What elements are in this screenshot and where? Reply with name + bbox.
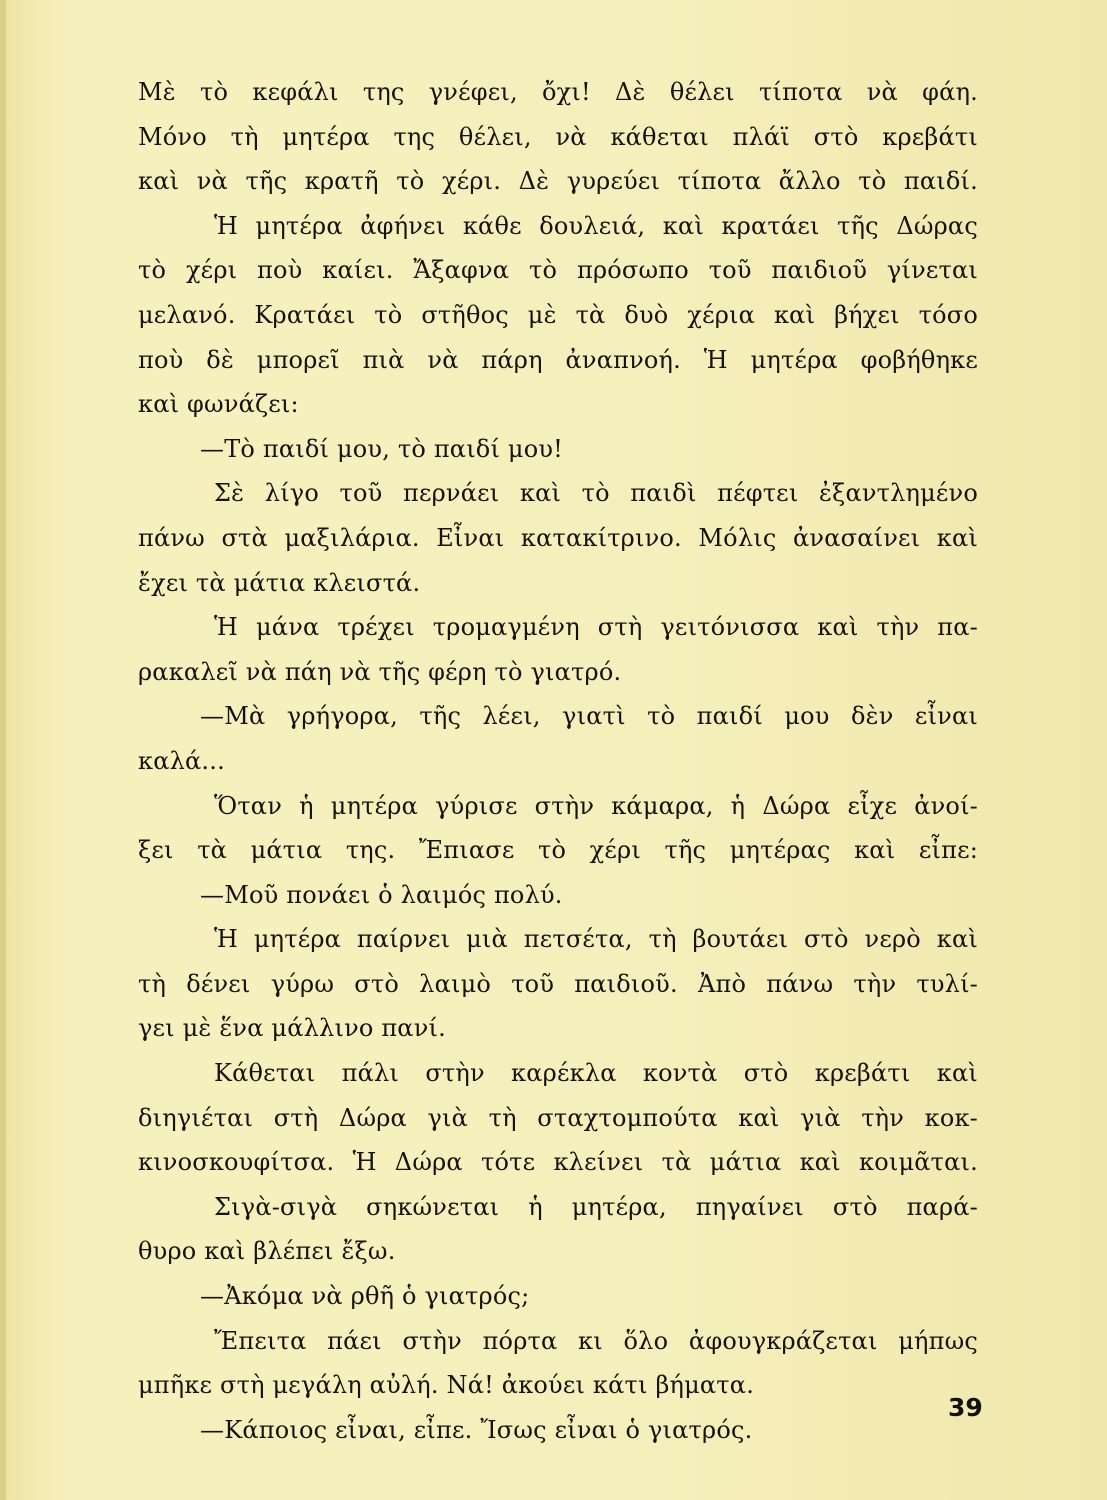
text-line: Μόνο τὴ μητέρα της θέλει, νὰ κάθεται πλάϊ στὸ κρεβάτι bbox=[138, 122, 978, 151]
text-line: Σὲ λίγο τοῦ περνάει καὶ τὸ παιδὶ πέφτει ἐξαντλημένο bbox=[214, 479, 978, 508]
text-line: Ἡ μητέρα παίρνει μιὰ πετσέτα, τὴ βουτάει στὸ νερὸ καὶ bbox=[214, 925, 978, 954]
page-spine-edge bbox=[0, 0, 6, 1500]
text-line: μπῆκε στὴ μεγάλη αὐλή. Νά! ἀκούει κάτι βήματα. bbox=[138, 1371, 755, 1400]
text-line: Ἡ μάνα τρέχει τρομαγμένη στὴ γειτόνισσα καὶ τὴν πα- bbox=[214, 613, 978, 642]
text-line: Κάθεται πάλι στὴν καρέκλα κοντὰ στὸ κρεβάτι καὶ bbox=[214, 1059, 978, 1088]
text-line: τὸ χέρι ποὺ καίει. Ἄξαφνα τὸ πρόσωπο τοῦ παιδιοῦ γίνεται bbox=[138, 256, 978, 285]
text-line: τὴ δένει γύρω στὸ λαιμὸ τοῦ παιδιοῦ. Ἀπὸ πάνω τὴν τυλί- bbox=[138, 969, 978, 998]
text-line: —Μοῦ πονάει ὁ λαιμός πολύ. bbox=[200, 880, 563, 909]
body-text bbox=[138, 70, 978, 1452]
text-line: ποὺ δὲ μπορεῖ πιὰ νὰ πάρη ἀναπνοή. Ἡ μητέρα φοβήθηκε bbox=[138, 345, 978, 374]
text-line: Ὅταν ἡ μητέρα γύρισε στὴν κάμαρα, ἡ Δώρα εἶχε ἀνοί- bbox=[214, 791, 978, 820]
text-line: Ἡ μητέρα ἀφήνει κάθε δουλειά, καὶ κρατάει τῆς Δώρας bbox=[214, 211, 978, 240]
text-line: ξει τὰ μάτια της. Ἔπιασε τὸ χέρι τῆς μητέρας καὶ εἶπε: bbox=[138, 836, 978, 865]
text-line: ρακαλεῖ νὰ πάη νὰ τῆς φέρη τὸ γιατρό. bbox=[138, 657, 622, 686]
text-line: —Κάποιος εἶναι, εἶπε. Ἴσως εἶναι ὁ γιατρός. bbox=[200, 1415, 753, 1444]
text-line: καὶ φωνάζει: bbox=[138, 390, 299, 419]
text-line: θυρο καὶ βλέπει ἔξω. bbox=[138, 1237, 396, 1266]
text-line: μελανό. Κρατάει τὸ στῆθος μὲ τὰ δυὸ χέρια καὶ βήχει τόσο bbox=[138, 300, 978, 329]
text-line: κινοσκουφίτσα. Ἡ Δώρα τότε κλείνει τὰ μάτια καὶ κοιμᾶται. bbox=[138, 1148, 978, 1177]
page-number: 39 bbox=[948, 1393, 983, 1422]
text-line: διηγιέται στὴ Δώρα γιὰ τὴ σταχτομπούτα καὶ γιὰ τὴν κοκ- bbox=[138, 1103, 978, 1132]
text-line: —Ἀκόμα νὰ ρθῆ ὁ γιατρός; bbox=[200, 1282, 530, 1311]
text-line: καὶ νὰ τῆς κρατῆ τὸ χέρι. Δὲ γυρεύει τίποτα ἄλλο τὸ παιδί. bbox=[138, 167, 978, 196]
text-line: Ἔπειτα πάει στὴν πόρτα κι ὅλο ἀφουγκράζεται μήπως bbox=[214, 1326, 978, 1355]
text-line: Σιγὰ-σιγὰ σηκώνεται ἡ μητέρα, πηγαίνει στὸ παρά- bbox=[214, 1192, 978, 1221]
text-line: ἔχει τὰ μάτια κλειστά. bbox=[138, 568, 421, 597]
text-line: καλά... bbox=[138, 746, 225, 775]
text-line: —Μὰ γρήγορα, τῆς λέει, γιατὶ τὸ παιδί μου δὲν εἶναι bbox=[200, 702, 978, 731]
text-line: πάνω στὰ μαξιλάρια. Εἶναι κατακίτρινο. Μόλις ἀνασαίνει καὶ bbox=[138, 523, 978, 552]
text-line: γει μὲ ἕνα μάλλινο πανί. bbox=[138, 1014, 446, 1043]
text-line: —Τὸ παιδί μου, τὸ παιδί μου! bbox=[200, 434, 563, 463]
text-line: Μὲ τὸ κεφάλι της γνέφει, ὄχι! Δὲ θέλει τίποτα νὰ φάη. bbox=[138, 78, 978, 106]
